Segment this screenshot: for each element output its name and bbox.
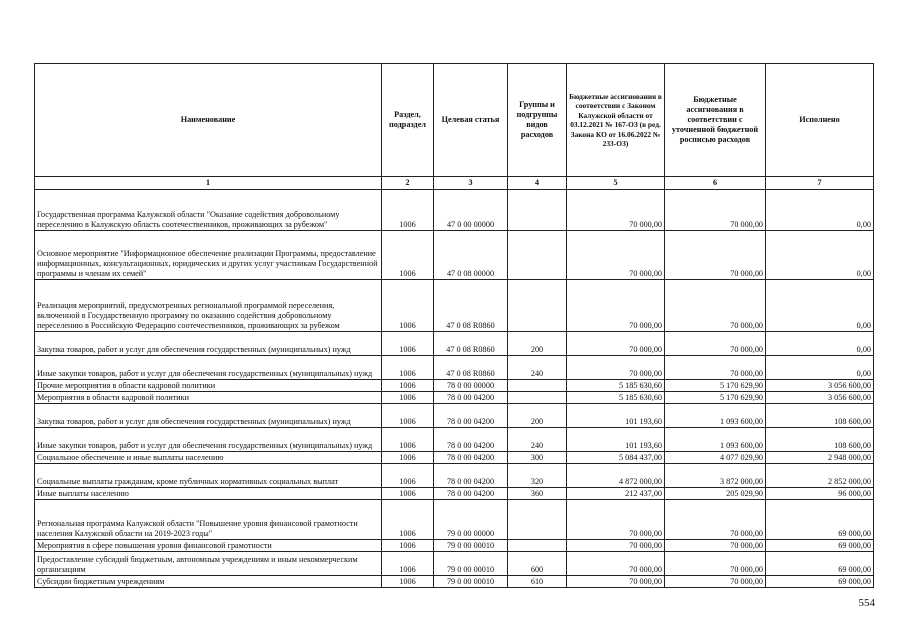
table-row [35,500,874,540]
row-section: 1006 [382,488,434,500]
row-group: 240 [508,356,567,380]
row-group: 610 [508,576,567,588]
row-name: Закупка товаров, работ и услуг для обеспечения государственных (муниципальных) нужд [35,332,382,356]
table-row [35,231,874,280]
row-done-amount: 0,00 [766,332,874,356]
row-target: 78 0 00 04200 [434,452,508,464]
row-section: 1006 [382,190,434,231]
row-name: Мероприятия в области кадровой политики [35,392,382,404]
column-number: 2 [382,177,434,190]
row-target: 47 0 08 R0860 [434,356,508,380]
row-group [508,280,567,332]
row-section: 1006 [382,428,434,452]
row-spec-amount: 205 029,90 [665,488,766,500]
row-group: 300 [508,452,567,464]
row-target: 78 0 00 04200 [434,404,508,428]
column-number: 7 [766,177,874,190]
row-done-amount: 108 600,00 [766,404,874,428]
header-done: Исполнено [766,64,874,177]
budget-table [34,63,874,588]
row-spec-amount: 70 000,00 [665,552,766,576]
table-row [35,552,874,576]
row-law-amount: 70 000,00 [567,280,665,332]
row-section: 1006 [382,540,434,552]
row-group [508,231,567,280]
row-section: 1006 [382,332,434,356]
row-law-amount: 70 000,00 [567,190,665,231]
row-name: Субсидии бюджетным учреждениям [35,576,382,588]
row-law-amount: 212 437,00 [567,488,665,500]
row-group [508,540,567,552]
row-section: 1006 [382,356,434,380]
row-name: Основное мероприятие "Информационное обеспечение реализации Программы, предоставление информационных, консультационных, юридических и других услуг участникам Государственной программы и членам их семей" [35,231,382,280]
row-spec-amount: 70 000,00 [665,356,766,380]
row-done-amount: 69 000,00 [766,576,874,588]
row-spec-amount: 1 093 600,00 [665,428,766,452]
row-group: 360 [508,488,567,500]
row-target: 78 0 00 04200 [434,464,508,488]
row-name: Реализация мероприятий, предусмотренных региональной программой переселения, включенной в Государственную программу по оказанию содействия добровольному переселению в Российскую Федерацию соотечественников, проживающих за рубежом [35,280,382,332]
row-name: Региональная программа Калужской области "Повышение уровня финансовой грамотности населения Калужской области на 2019-2023 годы" [35,500,382,540]
table-row [35,452,874,464]
header-groups: Группы и подгруппы видов расходов [508,64,567,177]
row-law-amount: 5 084 437,00 [567,452,665,464]
row-name: Социальное обеспечение и иные выплаты населению [35,452,382,464]
row-spec-amount: 70 000,00 [665,540,766,552]
column-number: 3 [434,177,508,190]
row-done-amount: 0,00 [766,190,874,231]
row-spec-amount: 3 872 000,00 [665,464,766,488]
row-spec-amount: 5 170 629,90 [665,392,766,404]
row-spec-amount: 70 000,00 [665,280,766,332]
column-number: 5 [567,177,665,190]
column-number: 1 [35,177,382,190]
row-target: 79 0 00 00010 [434,540,508,552]
row-law-amount: 70 000,00 [567,356,665,380]
row-spec-amount: 4 077 029,90 [665,452,766,464]
row-target: 47 0 08 R0860 [434,332,508,356]
row-done-amount: 3 056 600,00 [766,380,874,392]
row-spec-amount: 5 170 629,90 [665,380,766,392]
row-group [508,392,567,404]
column-number: 4 [508,177,567,190]
row-target: 79 0 00 00000 [434,500,508,540]
row-name: Иные закупки товаров, работ и услуг для обеспечения государственных (муниципальных) нужд [35,428,382,452]
table-row [35,392,874,404]
row-section: 1006 [382,392,434,404]
header-name: Наименование [35,64,382,177]
row-spec-amount: 70 000,00 [665,231,766,280]
row-law-amount: 101 193,60 [567,428,665,452]
row-group: 200 [508,332,567,356]
table-row [35,190,874,231]
header-target: Целевая статья [434,64,508,177]
row-law-amount: 70 000,00 [567,332,665,356]
header-section: Раздел, подраздел [382,64,434,177]
row-law-amount: 4 872 000,00 [567,464,665,488]
row-done-amount: 0,00 [766,231,874,280]
row-done-amount: 3 056 600,00 [766,392,874,404]
row-name: Закупка товаров, работ и услуг для обеспечения государственных (муниципальных) нужд [35,404,382,428]
header-row [35,64,874,177]
row-target: 78 0 00 04200 [434,392,508,404]
table-row [35,428,874,452]
row-name: Социальные выплаты гражданам, кроме публичных нормативных социальных выплат [35,464,382,488]
row-group: 200 [508,404,567,428]
table-row [35,488,874,500]
row-done-amount: 96 000,00 [766,488,874,500]
table-body [35,190,874,588]
row-spec-amount: 70 000,00 [665,332,766,356]
row-done-amount: 2 852 000,00 [766,464,874,488]
table-row [35,540,874,552]
row-name: Предоставление субсидий бюджетным, автономным учреждениям и иным некоммерческим организациям [35,552,382,576]
row-section: 1006 [382,464,434,488]
row-section: 1006 [382,452,434,464]
row-target: 78 0 00 00000 [434,380,508,392]
row-group: 600 [508,552,567,576]
row-group [508,190,567,231]
row-target: 79 0 00 00010 [434,552,508,576]
row-target: 47 0 08 00000 [434,231,508,280]
row-done-amount: 108 600,00 [766,428,874,452]
row-group [508,500,567,540]
row-section: 1006 [382,280,434,332]
row-target: 78 0 00 04200 [434,488,508,500]
row-target: 47 0 00 00000 [434,190,508,231]
row-law-amount: 70 000,00 [567,552,665,576]
table-row [35,380,874,392]
row-target: 79 0 00 00010 [434,576,508,588]
row-target: 78 0 00 04200 [434,428,508,452]
row-name: Иные выплаты населению [35,488,382,500]
table-row [35,464,874,488]
row-law-amount: 70 000,00 [567,540,665,552]
row-spec-amount: 70 000,00 [665,190,766,231]
table-row [35,356,874,380]
row-group: 320 [508,464,567,488]
header-law: Бюджетные ассигнования в соответствии с Законом Калужской области от 03.12.2021 № 167-ОЗ (в ред. Закона КО от 16.06.2022 № 233-ОЗ) [567,64,665,177]
row-spec-amount: 70 000,00 [665,500,766,540]
row-law-amount: 5 185 630,60 [567,380,665,392]
table-row [35,576,874,588]
row-done-amount: 0,00 [766,280,874,332]
table-row [35,280,874,332]
column-number: 6 [665,177,766,190]
row-name: Иные закупки товаров, работ и услуг для обеспечения государственных (муниципальных) нужд [35,356,382,380]
row-done-amount: 69 000,00 [766,540,874,552]
row-law-amount: 70 000,00 [567,500,665,540]
row-name: Прочие мероприятия в области кадровой политики [35,380,382,392]
row-done-amount: 69 000,00 [766,500,874,540]
row-section: 1006 [382,576,434,588]
row-section: 1006 [382,552,434,576]
header-spec: Бюджетные ассигнования в соответствии с уточненной бюджетной росписью расходов [665,64,766,177]
row-law-amount: 70 000,00 [567,576,665,588]
row-done-amount: 2 948 000,00 [766,452,874,464]
table-row [35,332,874,356]
row-section: 1006 [382,500,434,540]
page-number: 554 [858,597,875,609]
row-group [508,380,567,392]
table-row [35,404,874,428]
row-spec-amount: 1 093 600,00 [665,404,766,428]
row-section: 1006 [382,231,434,280]
row-done-amount: 0,00 [766,356,874,380]
row-section: 1006 [382,380,434,392]
row-law-amount: 70 000,00 [567,231,665,280]
column-number-row [35,177,874,190]
row-name: Мероприятия в сфере повышения уровня финансовой грамотности [35,540,382,552]
row-law-amount: 5 185 630,60 [567,392,665,404]
row-section: 1006 [382,404,434,428]
row-spec-amount: 70 000,00 [665,576,766,588]
row-group: 240 [508,428,567,452]
row-law-amount: 101 193,60 [567,404,665,428]
row-name: Государственная программа Калужской области "Оказание содействия добровольному переселению в Калужскую область соотечественников, проживающих за рубежом" [35,190,382,231]
row-done-amount: 69 000,00 [766,552,874,576]
row-target: 47 0 08 R0860 [434,280,508,332]
